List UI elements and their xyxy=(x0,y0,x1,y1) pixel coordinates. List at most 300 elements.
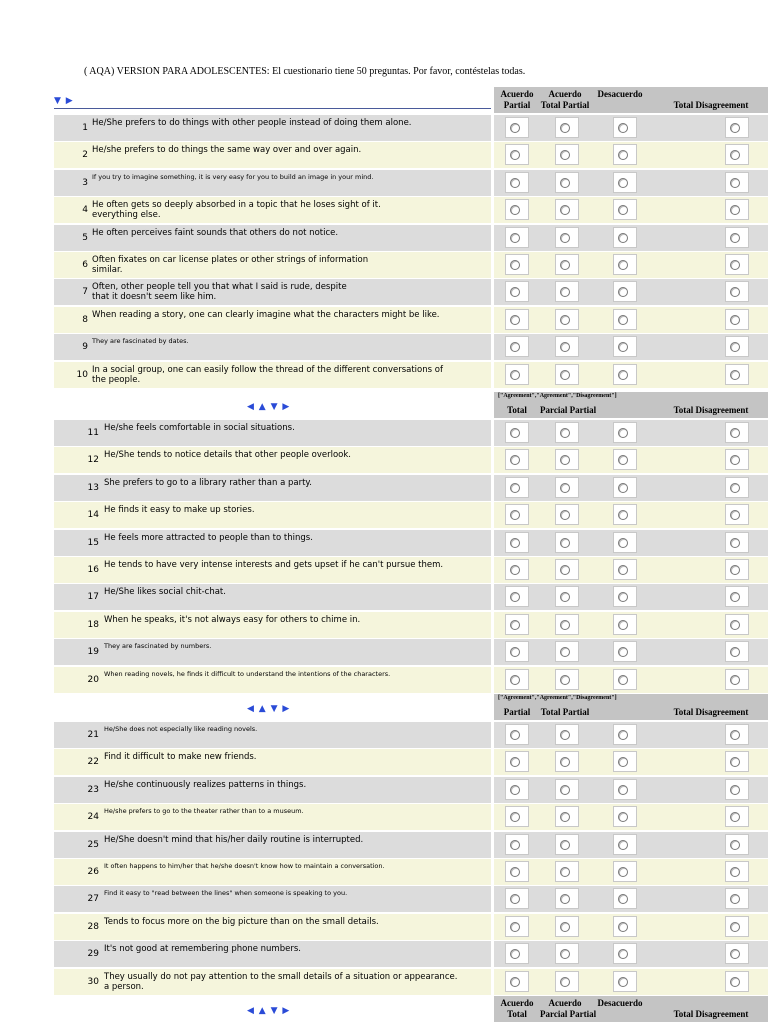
question-row xyxy=(54,941,768,967)
answer-radio-2[interactable] xyxy=(560,757,570,767)
column-header-line2: Total Disagreement xyxy=(673,707,749,717)
answer-radio-2[interactable] xyxy=(560,675,570,685)
answer-radio-2[interactable] xyxy=(560,840,570,850)
column-header-1 xyxy=(494,696,540,718)
answer-radio-1[interactable] xyxy=(510,287,520,297)
row-separator xyxy=(491,475,494,501)
section-nav-arrows[interactable]: ▼ ▶ xyxy=(54,96,74,106)
answer-cell xyxy=(555,806,579,827)
answer-cell xyxy=(505,336,529,357)
answer-radio-2[interactable] xyxy=(560,455,570,465)
question-number: 11 xyxy=(87,428,99,438)
answer-radio-1[interactable] xyxy=(510,867,520,877)
answer-cell xyxy=(505,144,529,165)
column-header-line1 xyxy=(494,394,540,405)
answer-radio-3[interactable] xyxy=(618,205,628,215)
answer-radio-4[interactable] xyxy=(730,757,740,767)
column-header-line1 xyxy=(494,696,540,707)
answer-cell xyxy=(613,281,637,302)
answer-cell xyxy=(555,336,579,357)
row-separator xyxy=(491,502,494,528)
answer-radio-4[interactable] xyxy=(730,730,740,740)
answer-cell xyxy=(505,117,529,138)
question-number: 25 xyxy=(87,839,99,850)
answer-cell xyxy=(613,449,637,470)
column-header-line1 xyxy=(654,394,768,405)
column-header-line1: Acuerdo xyxy=(548,998,582,1008)
answer-cell xyxy=(613,916,637,937)
answer-cell xyxy=(725,199,749,220)
answer-cell xyxy=(725,806,749,827)
row-separator xyxy=(491,886,494,912)
answer-radio-1[interactable] xyxy=(510,315,520,325)
question-number: 13 xyxy=(87,482,99,493)
nav-divider xyxy=(54,108,491,109)
row-separator xyxy=(491,197,494,223)
answer-radio-3[interactable] xyxy=(618,757,628,767)
answer-cell xyxy=(555,641,579,662)
answer-cell xyxy=(505,532,529,553)
answer-radio-1[interactable] xyxy=(510,455,520,465)
answer-radio-2[interactable] xyxy=(560,785,570,795)
answer-radio-2[interactable] xyxy=(560,287,570,297)
question-row xyxy=(54,722,768,748)
column-header-line2: Parcial Partial xyxy=(540,405,597,415)
answer-radio-4[interactable] xyxy=(730,620,740,630)
column-header-2 xyxy=(540,89,590,111)
answer-cell xyxy=(555,117,579,138)
question-number: 14 xyxy=(87,510,99,521)
answer-cell xyxy=(725,971,749,992)
answer-radio-1[interactable] xyxy=(510,178,520,188)
answer-radio-3[interactable] xyxy=(618,538,628,548)
answer-radio-2[interactable] xyxy=(560,370,570,380)
answer-radio-1[interactable] xyxy=(510,565,520,575)
answer-radio-3[interactable] xyxy=(618,342,628,352)
column-header-line2: Partial xyxy=(503,100,531,110)
answer-cell xyxy=(555,199,579,220)
question-row xyxy=(54,362,768,388)
answer-cell xyxy=(555,724,579,745)
answer-cell xyxy=(505,971,529,992)
column-header-3 xyxy=(590,998,650,1009)
column-header-3 xyxy=(590,696,650,707)
question-text: They are fascinated by numbers. xyxy=(104,642,212,651)
answer-radio-1[interactable] xyxy=(510,840,520,850)
answer-radio-1[interactable] xyxy=(510,894,520,904)
question-text: They usually do not pay attention to the small details of a situation or appearance. a person. xyxy=(104,971,458,992)
intro-text: ( AQA) VERSION PARA ADOLESCENTES: El cuestionario tiene 50 preguntas. Por favor, contéstelas todas. xyxy=(84,66,526,77)
answer-cell xyxy=(725,724,749,745)
answer-cell xyxy=(555,477,579,498)
answer-cell xyxy=(505,309,529,330)
column-header-line2: Total Partial xyxy=(540,707,590,717)
answer-radio-3[interactable] xyxy=(618,620,628,630)
answer-cell xyxy=(725,779,749,800)
question-text: He/she prefers to do things the same way over and over again. xyxy=(92,145,362,156)
column-header-line1 xyxy=(540,394,590,405)
answer-cell xyxy=(725,422,749,443)
answer-radio-3[interactable] xyxy=(618,647,628,657)
answer-radio-1[interactable] xyxy=(510,150,520,160)
question-row xyxy=(54,859,768,885)
answer-cell xyxy=(555,172,579,193)
question-row xyxy=(54,420,768,446)
answer-radio-2[interactable] xyxy=(560,315,570,325)
question-number: 9 xyxy=(82,342,88,353)
row-separator xyxy=(491,362,494,388)
question-row xyxy=(54,832,768,858)
answer-radio-4[interactable] xyxy=(730,812,740,822)
row-separator xyxy=(491,447,494,473)
answer-cell xyxy=(725,943,749,964)
answer-radio-2[interactable] xyxy=(560,812,570,822)
question-number: 7 xyxy=(82,287,88,298)
answer-cell xyxy=(505,614,529,635)
column-header-line1: Acuerdo xyxy=(500,998,534,1008)
row-separator xyxy=(491,804,494,830)
answer-radio-2[interactable] xyxy=(560,233,570,243)
answer-radio-2[interactable] xyxy=(560,565,570,575)
answer-radio-1[interactable] xyxy=(510,510,520,520)
answer-radio-3[interactable] xyxy=(618,510,628,520)
answer-radio-2[interactable] xyxy=(560,342,570,352)
column-header-line2: Total Disagreement xyxy=(673,405,749,415)
answer-radio-3[interactable] xyxy=(618,455,628,465)
answer-cell xyxy=(505,751,529,772)
answer-radio-2[interactable] xyxy=(560,922,570,932)
answer-cell xyxy=(613,172,637,193)
answer-radio-1[interactable] xyxy=(510,233,520,243)
answer-cell xyxy=(555,888,579,909)
column-header-line1 xyxy=(654,998,768,1009)
answer-cell xyxy=(505,888,529,909)
answer-cell xyxy=(613,364,637,385)
answer-cell xyxy=(725,477,749,498)
question-row xyxy=(54,170,768,196)
question-number: 26 xyxy=(87,867,99,877)
answer-cell xyxy=(725,641,749,662)
question-row xyxy=(54,475,768,501)
answer-radio-2[interactable] xyxy=(560,647,570,657)
answer-radio-2[interactable] xyxy=(560,538,570,548)
answer-radio-3[interactable] xyxy=(618,675,628,685)
row-separator xyxy=(491,557,494,583)
question-text: He/She doesn't mind that his/her daily routine is interrupted. xyxy=(104,834,364,845)
answer-cell xyxy=(555,669,579,690)
answer-radio-3[interactable] xyxy=(618,949,628,959)
answer-radio-3[interactable] xyxy=(618,894,628,904)
answer-radio-3[interactable] xyxy=(618,428,628,438)
answer-cell xyxy=(613,669,637,690)
answer-radio-4[interactable] xyxy=(730,592,740,602)
answer-radio-4[interactable] xyxy=(730,233,740,243)
question-text: He often gets so deeply absorbed in a topic that he loses sight of it. everything else. xyxy=(92,200,381,221)
column-header-line2: Total Partial xyxy=(540,100,590,110)
question-number: 4 xyxy=(82,205,88,216)
answer-radio-4[interactable] xyxy=(730,428,740,438)
row-separator xyxy=(491,334,494,360)
answer-radio-4[interactable] xyxy=(730,538,740,548)
question-number: 16 xyxy=(87,565,99,575)
answer-cell xyxy=(725,309,749,330)
answer-cell xyxy=(613,227,637,248)
answer-radio-3[interactable] xyxy=(618,867,628,877)
answer-radio-2[interactable] xyxy=(560,428,570,438)
question-row xyxy=(54,969,768,995)
answer-radio-3[interactable] xyxy=(618,977,628,987)
answer-radio-1[interactable] xyxy=(510,370,520,380)
answer-radio-3[interactable] xyxy=(618,922,628,932)
question-text: When he speaks, it's not always easy for others to chime in. xyxy=(104,614,361,625)
answer-cell xyxy=(725,449,749,470)
answer-cell xyxy=(505,834,529,855)
answer-cell xyxy=(725,834,749,855)
answer-radio-4[interactable] xyxy=(730,150,740,160)
answer-radio-2[interactable] xyxy=(560,867,570,877)
question-number: 3 xyxy=(82,177,88,188)
question-row xyxy=(54,804,768,830)
answer-radio-4[interactable] xyxy=(730,260,740,270)
answer-radio-1[interactable] xyxy=(510,538,520,548)
answer-radio-1[interactable] xyxy=(510,342,520,352)
answer-radio-1[interactable] xyxy=(510,647,520,657)
question-text: Tends to focus more on the big picture than on the small details. xyxy=(104,916,379,927)
answer-radio-1[interactable] xyxy=(510,757,520,767)
row-separator xyxy=(491,307,494,333)
question-text: She prefers to go to a library rather than a party. xyxy=(104,477,312,488)
answer-radio-2[interactable] xyxy=(560,483,570,493)
answer-radio-3[interactable] xyxy=(618,150,628,160)
answer-cell xyxy=(555,364,579,385)
row-separator xyxy=(491,749,494,775)
answer-cell xyxy=(725,888,749,909)
question-text: He finds it easy to make up stories. xyxy=(104,505,255,516)
column-header-line1: Desacuerdo xyxy=(597,998,643,1008)
answer-cell xyxy=(505,477,529,498)
answer-cell xyxy=(505,779,529,800)
answer-cell xyxy=(613,309,637,330)
answer-cell xyxy=(505,422,529,443)
answer-radio-1[interactable] xyxy=(510,977,520,987)
answer-radio-2[interactable] xyxy=(560,977,570,987)
answer-radio-2[interactable] xyxy=(560,894,570,904)
row-separator xyxy=(491,420,494,446)
header-raw-labels: ["Agreement","Agreement","Disagreement"] xyxy=(498,695,617,701)
answer-radio-1[interactable] xyxy=(510,949,520,959)
answer-radio-4[interactable] xyxy=(730,342,740,352)
answer-radio-4[interactable] xyxy=(730,483,740,493)
answer-radio-4[interactable] xyxy=(730,647,740,657)
answer-cell xyxy=(505,641,529,662)
answer-radio-2[interactable] xyxy=(560,260,570,270)
column-header-line2: Total Disagreement xyxy=(673,1009,749,1019)
answer-radio-3[interactable] xyxy=(618,315,628,325)
answer-radio-4[interactable] xyxy=(730,123,740,133)
column-header-4 xyxy=(654,394,768,416)
row-separator xyxy=(491,279,494,305)
question-number: 18 xyxy=(87,619,99,630)
answer-cell xyxy=(555,422,579,443)
answer-cell xyxy=(613,477,637,498)
section-nav-arrows[interactable]: ◀ ▲ ▼ ▶ xyxy=(247,1006,291,1016)
column-header-3 xyxy=(590,394,650,405)
answer-radio-2[interactable] xyxy=(560,592,570,602)
answer-cell xyxy=(725,614,749,635)
answer-radio-3[interactable] xyxy=(618,812,628,822)
question-number: 1 xyxy=(82,123,88,133)
answer-cell xyxy=(555,504,579,525)
answer-radio-2[interactable] xyxy=(560,949,570,959)
answer-cell xyxy=(505,254,529,275)
row-separator xyxy=(491,777,494,803)
question-text: He/she prefers to go to the theater rather than to a museum. xyxy=(104,807,304,816)
answer-radio-4[interactable] xyxy=(730,565,740,575)
answer-radio-1[interactable] xyxy=(510,592,520,602)
answer-radio-4[interactable] xyxy=(730,949,740,959)
answer-cell xyxy=(613,559,637,580)
answer-cell xyxy=(505,227,529,248)
answer-radio-4[interactable] xyxy=(730,315,740,325)
question-text: He/She prefers to do things with other people instead of doing them alone. xyxy=(92,118,412,128)
row-separator xyxy=(491,722,494,748)
section-nav-arrows[interactable]: ◀ ▲ ▼ ▶ xyxy=(247,704,291,714)
answer-cell xyxy=(725,144,749,165)
answer-radio-1[interactable] xyxy=(510,922,520,932)
column-header-line1 xyxy=(590,696,650,707)
answer-cell xyxy=(725,172,749,193)
answer-cell xyxy=(725,254,749,275)
answer-radio-3[interactable] xyxy=(618,785,628,795)
answer-radio-3[interactable] xyxy=(618,260,628,270)
question-number: 19 xyxy=(87,647,99,658)
answer-cell xyxy=(555,281,579,302)
answer-radio-4[interactable] xyxy=(730,287,740,297)
answer-radio-2[interactable] xyxy=(560,150,570,160)
question-row xyxy=(54,777,768,803)
column-header-2 xyxy=(540,394,597,416)
column-header-1 xyxy=(494,89,540,111)
answer-cell xyxy=(725,336,749,357)
answer-radio-3[interactable] xyxy=(618,370,628,380)
answer-cell xyxy=(613,806,637,827)
answer-cell xyxy=(613,888,637,909)
answer-cell xyxy=(613,336,637,357)
row-separator xyxy=(491,612,494,638)
answer-cell xyxy=(505,669,529,690)
question-number: 12 xyxy=(87,455,99,466)
answer-radio-3[interactable] xyxy=(618,840,628,850)
column-header-line1 xyxy=(654,696,768,707)
answer-radio-1[interactable] xyxy=(510,620,520,630)
answer-radio-4[interactable] xyxy=(730,977,740,987)
answer-radio-1[interactable] xyxy=(510,675,520,685)
answer-radio-1[interactable] xyxy=(510,730,520,740)
row-separator xyxy=(491,639,494,665)
column-header-line1: Acuerdo xyxy=(548,89,582,99)
answer-cell xyxy=(555,834,579,855)
question-text: When reading a story, one can clearly imagine what the characters might be like. xyxy=(92,309,440,320)
answer-radio-4[interactable] xyxy=(730,455,740,465)
answer-radio-2[interactable] xyxy=(560,178,570,188)
answer-radio-3[interactable] xyxy=(618,730,628,740)
answer-radio-3[interactable] xyxy=(618,483,628,493)
answer-radio-3[interactable] xyxy=(618,565,628,575)
answer-cell xyxy=(613,586,637,607)
section-nav-arrows[interactable]: ◀ ▲ ▼ ▶ xyxy=(247,402,291,412)
column-header-bar xyxy=(494,87,768,113)
answer-radio-4[interactable] xyxy=(730,867,740,877)
answer-cell xyxy=(613,144,637,165)
answer-radio-4[interactable] xyxy=(730,510,740,520)
answer-radio-2[interactable] xyxy=(560,123,570,133)
question-number: 22 xyxy=(87,757,99,768)
answer-radio-4[interactable] xyxy=(730,675,740,685)
column-header-4 xyxy=(654,89,768,111)
answer-radio-2[interactable] xyxy=(560,510,570,520)
row-separator xyxy=(491,530,494,556)
question-text: In a social group, one can easily follow the thread of the different conversations of the people. xyxy=(92,364,443,385)
answer-radio-4[interactable] xyxy=(730,922,740,932)
answer-radio-4[interactable] xyxy=(730,840,740,850)
answer-cell xyxy=(613,614,637,635)
column-header-1 xyxy=(494,394,540,416)
answer-radio-4[interactable] xyxy=(730,205,740,215)
row-separator xyxy=(491,252,494,278)
question-text: He/She tends to notice details that other people overlook. xyxy=(104,450,351,461)
column-header-line2: Total xyxy=(507,1009,527,1019)
answer-cell xyxy=(725,117,749,138)
answer-radio-1[interactable] xyxy=(510,785,520,795)
question-number: 29 xyxy=(87,949,99,960)
column-header-line2: Total xyxy=(507,405,527,415)
answer-radio-2[interactable] xyxy=(560,730,570,740)
answer-radio-4[interactable] xyxy=(730,894,740,904)
answer-radio-1[interactable] xyxy=(510,260,520,270)
answer-cell xyxy=(725,861,749,882)
answer-radio-1[interactable] xyxy=(510,812,520,822)
answer-radio-1[interactable] xyxy=(510,428,520,438)
answer-radio-4[interactable] xyxy=(730,178,740,188)
answer-radio-3[interactable] xyxy=(618,233,628,243)
answer-radio-1[interactable] xyxy=(510,483,520,493)
answer-radio-2[interactable] xyxy=(560,620,570,630)
answer-radio-1[interactable] xyxy=(510,123,520,133)
question-row xyxy=(54,749,768,775)
answer-radio-2[interactable] xyxy=(560,205,570,215)
answer-radio-3[interactable] xyxy=(618,178,628,188)
question-row xyxy=(54,557,768,583)
answer-radio-3[interactable] xyxy=(618,287,628,297)
answer-cell xyxy=(555,586,579,607)
answer-radio-4[interactable] xyxy=(730,785,740,795)
question-row xyxy=(54,197,768,223)
column-header-bar xyxy=(494,694,768,720)
answer-cell xyxy=(505,172,529,193)
answer-radio-3[interactable] xyxy=(618,592,628,602)
question-text: Find it easy to "read between the lines" when someone is speaking to you. xyxy=(104,889,348,898)
column-header-line1 xyxy=(590,394,650,405)
column-header-4 xyxy=(654,998,768,1020)
answer-cell xyxy=(555,254,579,275)
answer-radio-1[interactable] xyxy=(510,205,520,215)
answer-cell xyxy=(725,586,749,607)
question-text: He/she feels comfortable in social situations. xyxy=(104,423,295,433)
answer-cell xyxy=(725,281,749,302)
question-text: He tends to have very intense interests and gets upset if he can't pursue them. xyxy=(104,560,444,570)
answer-radio-3[interactable] xyxy=(618,123,628,133)
answer-radio-4[interactable] xyxy=(730,370,740,380)
